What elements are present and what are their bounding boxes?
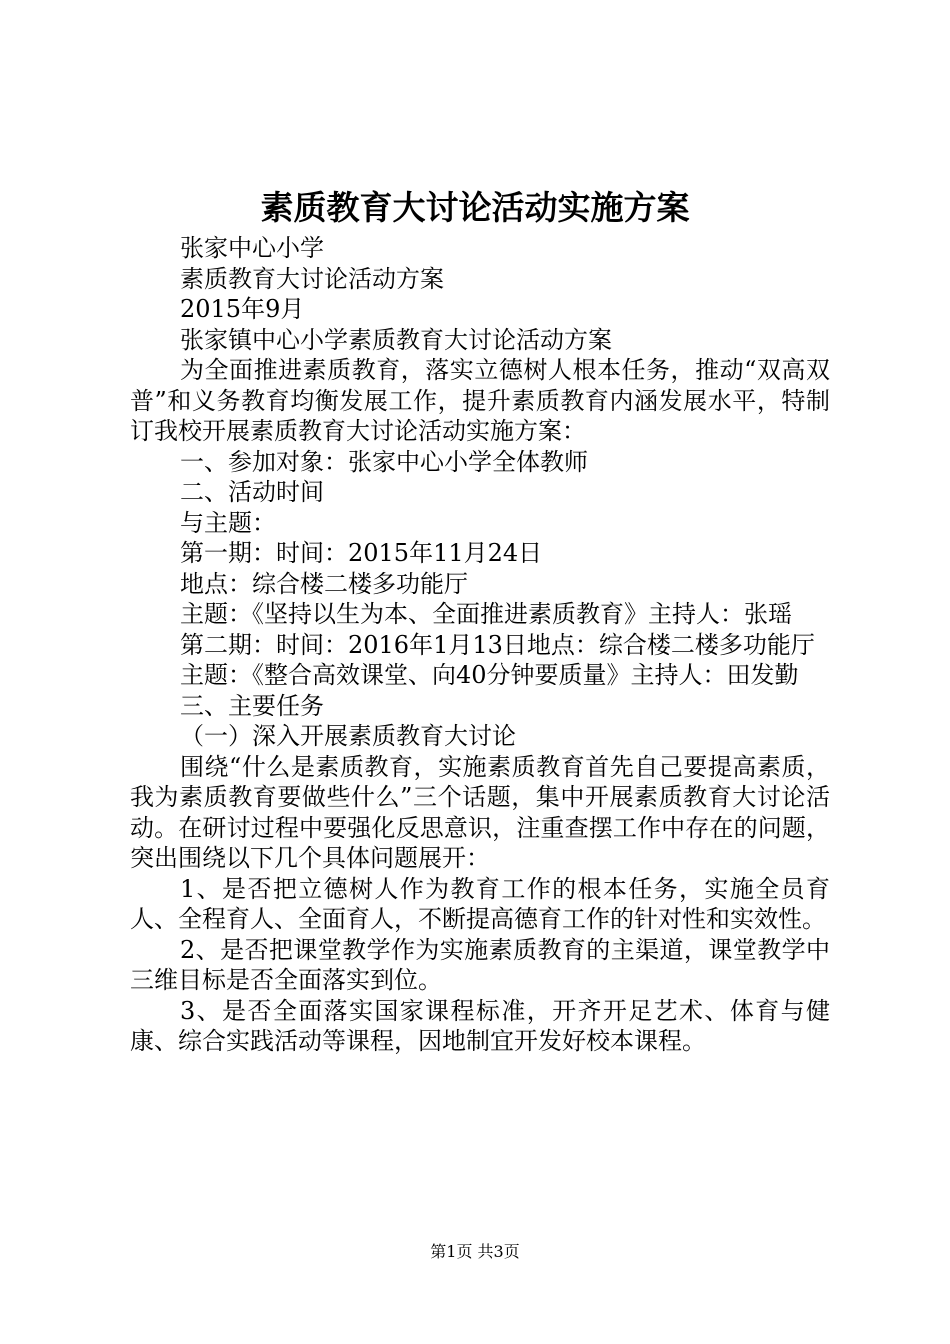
paragraph-session-1-time: 第一期：时间：2015年11月24日 [180, 539, 543, 567]
paragraph-main-tasks: 三、主要任务 [180, 691, 324, 720]
paragraph-session-1-location: 地点：综合楼二楼多功能厅 [180, 569, 468, 598]
paragraph-session-2-time: 第二期：时间：2016年1月13日地点：综合楼二楼多功能厅 [180, 630, 815, 659]
paragraph-item-2: 2、是否把课堂教学作为实施素质教育的主渠道，课堂教学中三维目标是否全面落实到位。 [130, 935, 830, 994]
paragraph-intro: 为全面推进素质教育，落实立德树人根本任务，推动“双高双普”和义务教育均衡发展工作，提升素质教育内涵发展水平，特制订我校开展素质教育大讨论活动实施方案： [130, 356, 830, 445]
paragraph-date: 2015年9月 [180, 295, 305, 323]
paragraph-participants: 一、参加对象：张家中心小学全体教师 [180, 447, 588, 476]
paragraph-task-1-heading: （一）深入开展素质教育大讨论 [180, 722, 516, 750]
paragraph-school-name: 张家中心小学 [180, 234, 324, 262]
paragraph-item-1: 1、是否把立德树人作为教育工作的根本任务，实施全员育人、全程育人、全面育人，不断提高德育工作的针对性和实效性。 [130, 874, 830, 933]
paragraph-session-2-theme: 主题：《整合高效课堂、向40分钟要质量》主持人：田发勤 [180, 661, 799, 689]
page-footer: 第1页 共3页 [430, 1242, 520, 1261]
paragraph-full-plan-name: 张家镇中心小学素质教育大讨论活动方案 [180, 325, 612, 354]
paragraph-session-1-theme: 主题：《坚持以生为本、全面推进素质教育》主持人：张瑶 [180, 600, 792, 628]
paragraph-item-3: 3、是否全面落实国家课程标准，开齐开足艺术、体育与健康、综合实践活动等课程，因地制宜开发好校本课程。 [130, 996, 830, 1055]
paragraph-plan-name: 素质教育大讨论活动方案 [180, 264, 444, 293]
paragraph-theme-heading: 与主题： [180, 508, 276, 537]
paragraph-activity-time: 二、活动时间 [180, 478, 324, 506]
document-body [130, 233, 830, 1057]
paragraph-task-1-body: 围绕“什么是素质教育，实施素质教育首先自己要提高素质，我为素质教育要做些什么”三个话题，集中开展素质教育大讨论活动。在研讨过程中要强化反思意识，注重查摆工作中存在的问题，突出围绕以下几个具体问题展开： [130, 752, 830, 872]
document-title: 素质教育大讨论活动实施方案 [260, 188, 690, 227]
